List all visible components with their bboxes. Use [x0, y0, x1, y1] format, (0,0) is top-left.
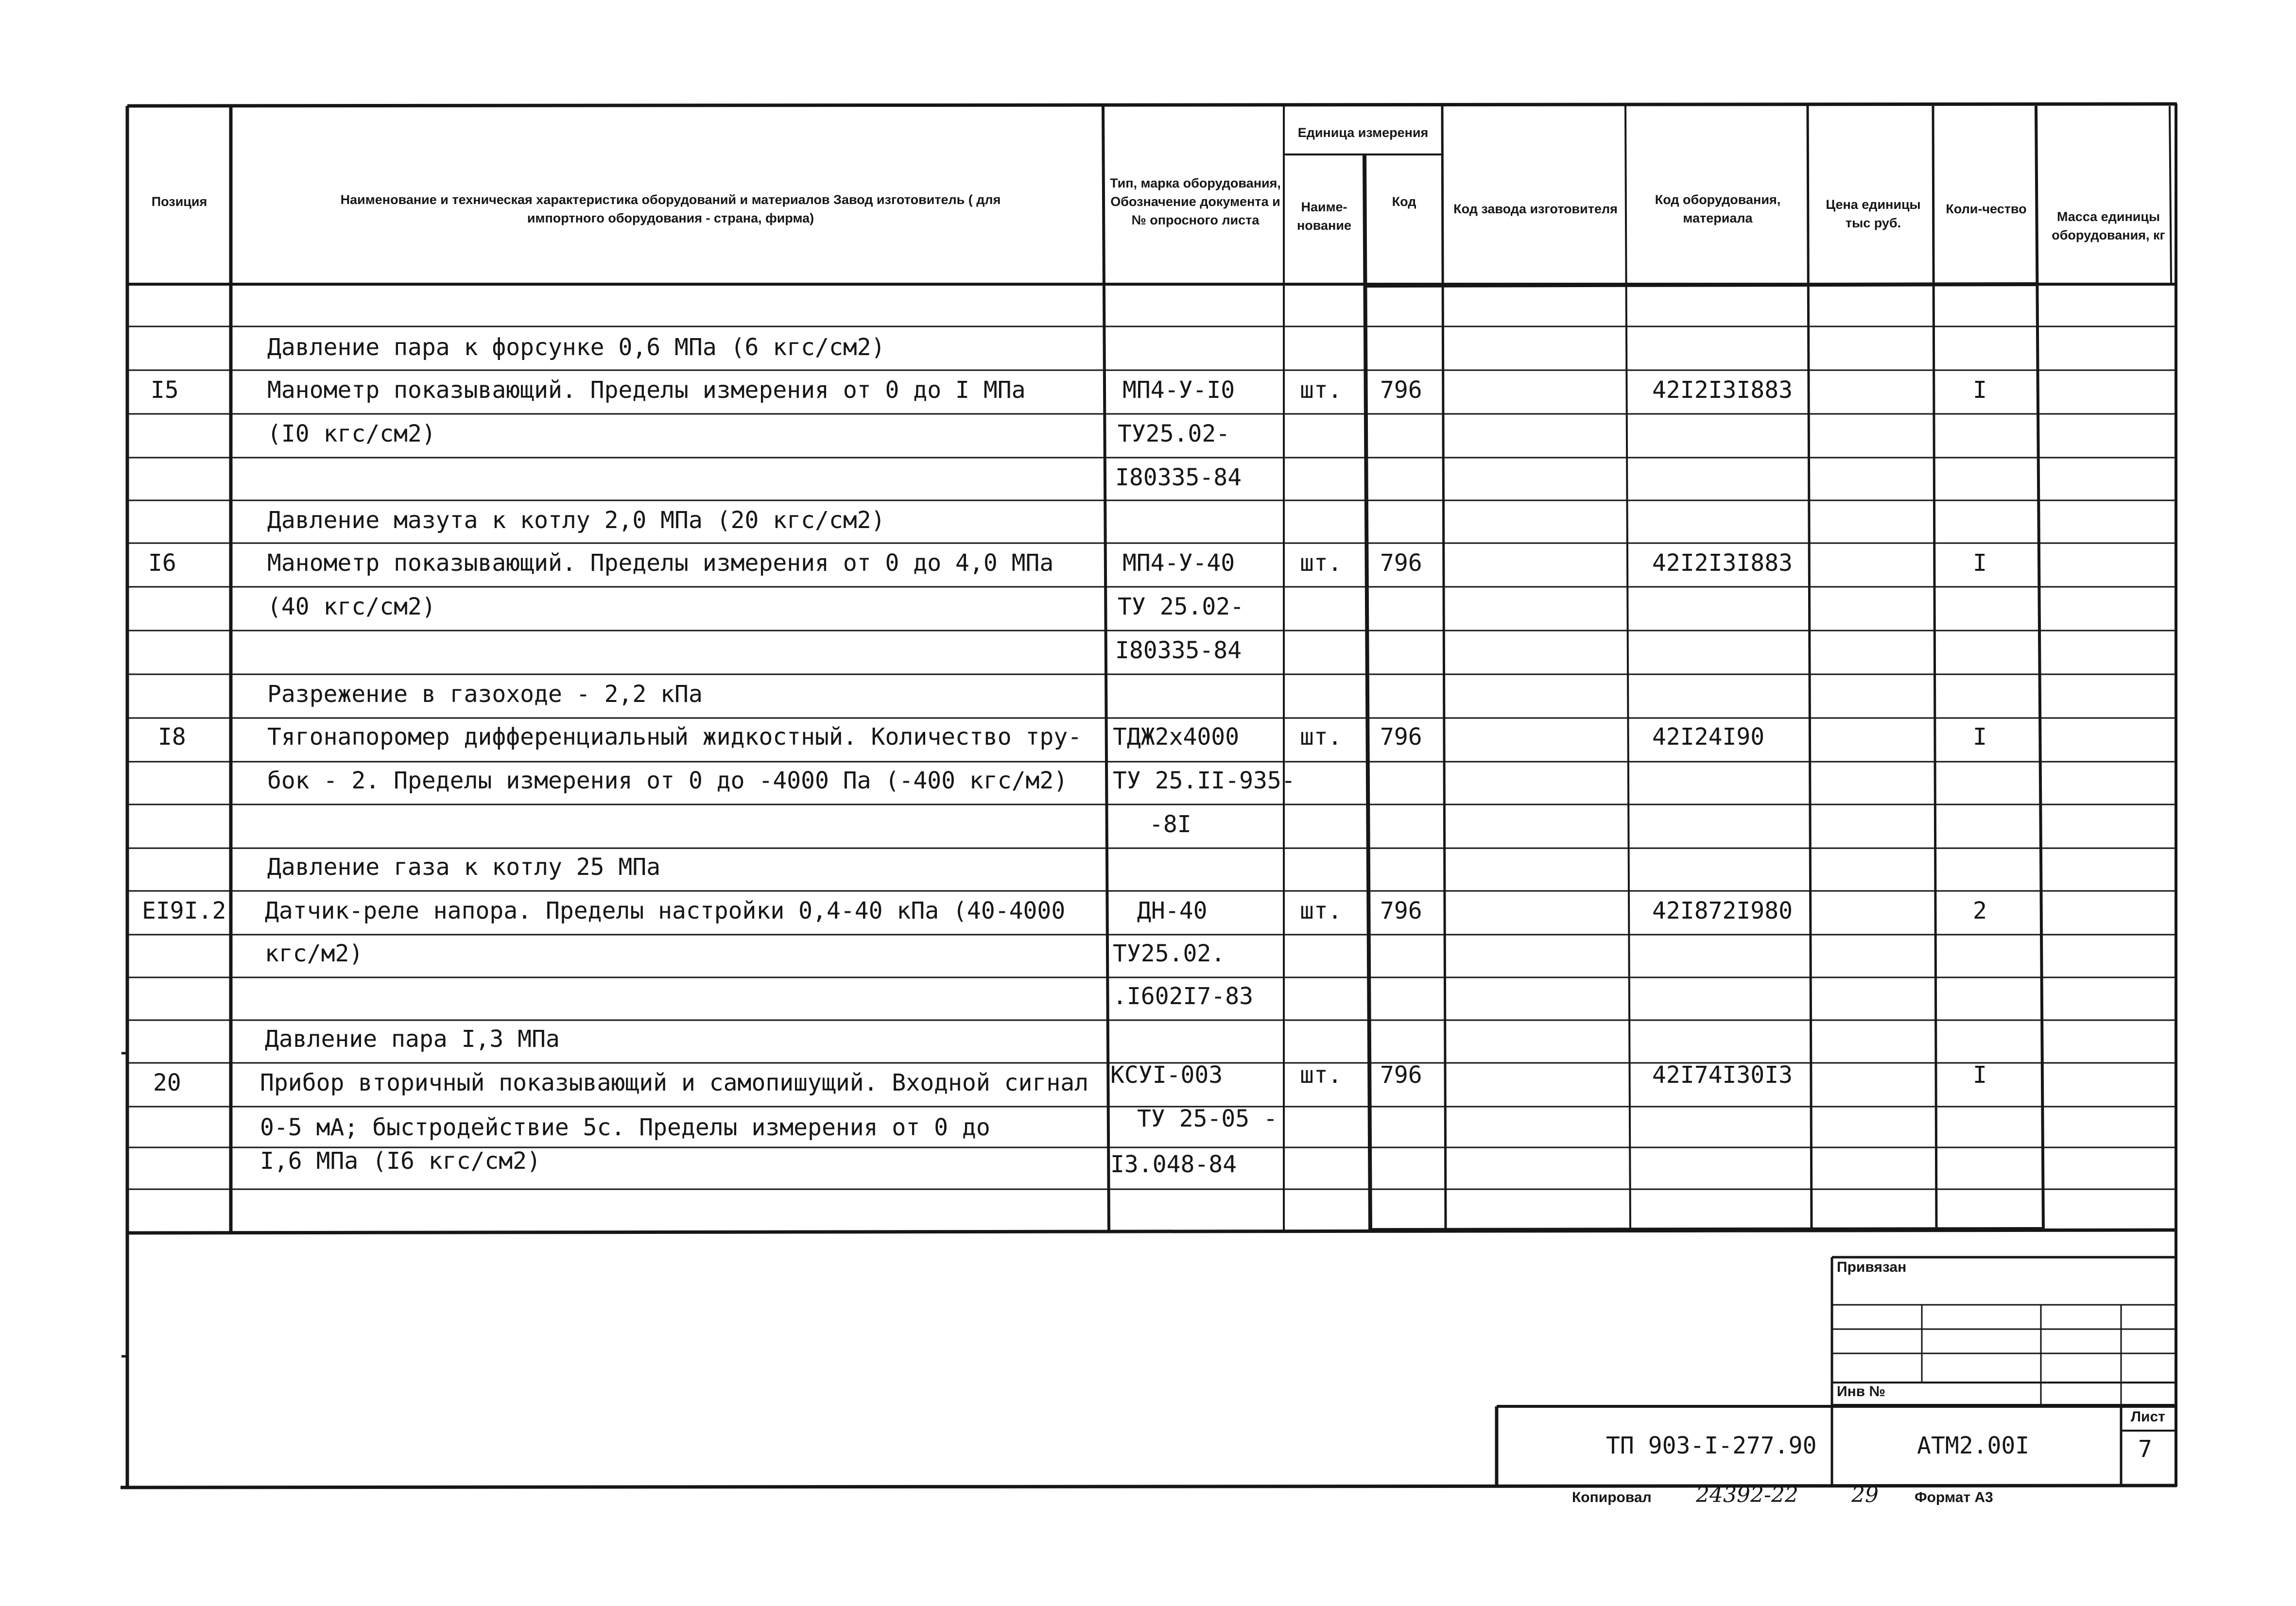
- row-6-type: МП4-У-40: [1122, 549, 1235, 577]
- header-type: Тип, марка оборудования, Обозначение документа и № опросного листа: [1110, 176, 1281, 227]
- row-2-eq-code: 42I2I3I883: [1652, 376, 1793, 404]
- row-18-name: Прибор вторичный показывающий и самопишущий. Входной сигнал: [260, 1069, 1089, 1096]
- row-3-name: (I0 кгс/см2): [267, 420, 436, 447]
- row-9-name: Разрежение в газоходе - 2,2 кПа: [267, 681, 703, 708]
- header-name: Наименование и техническая характеристика оборудований и материалов Завод изготовитель ( для импортного оборудования - страна, фирма): [340, 192, 1001, 225]
- row-14-qty: 2: [1973, 897, 1987, 924]
- row-14-type: ДН-40: [1137, 897, 1208, 924]
- row-6-unit-code: 796: [1380, 549, 1422, 577]
- row-20-type: I3.048-84: [1110, 1151, 1237, 1178]
- row-18-unit: шт.: [1300, 1061, 1342, 1089]
- footer-copied-sheet: 29: [1851, 1483, 1879, 1507]
- row-2-unit-code: 796: [1380, 376, 1422, 404]
- row-2-name: Манометр показывающий. Пределы измерения от 0 до I МПа: [267, 376, 1026, 404]
- row-16-type: .I602I7-83: [1113, 983, 1253, 1010]
- row-10-unit-code: 796: [1380, 723, 1422, 751]
- header-unit-name: Наиме-нование: [1297, 200, 1351, 233]
- header-unit-code: Код: [1392, 194, 1416, 209]
- row-6-pos: I6: [148, 549, 176, 577]
- row-4-type: I80335-84: [1115, 464, 1242, 491]
- row-6-qty: I: [1973, 549, 1987, 577]
- row-15-type: ТУ25.02.: [1113, 940, 1226, 967]
- row-19-type: ТУ 25-05 -: [1137, 1105, 1277, 1132]
- row-2-qty: I: [1973, 376, 1987, 404]
- row-6-eq-code: 42I2I3I883: [1652, 549, 1793, 577]
- row-10-unit: шт.: [1300, 723, 1342, 751]
- header-factory-code: Код завода изготовителя: [1453, 202, 1618, 216]
- row-17-name: Давление пара I,3 МПа: [265, 1025, 560, 1053]
- row-5-name: Давление мазута к котлу 2,0 МПа (20 кгс/см2): [267, 507, 885, 534]
- header-price: Цена единицы тыс руб.: [1826, 197, 1921, 230]
- row-18-eq-code: 42I74I30I3: [1652, 1061, 1793, 1089]
- row-15-name: кгс/м2): [265, 940, 363, 967]
- row-18-qty: I: [1973, 1061, 1987, 1089]
- row-18-type: КСУI-003: [1110, 1061, 1223, 1089]
- row-8-type: I80335-84: [1115, 637, 1242, 664]
- row-6-unit: шт.: [1300, 549, 1342, 577]
- row-13-name: Давление газа к котлу 25 МПа: [267, 854, 661, 881]
- row-10-qty: I: [1973, 723, 1987, 751]
- stamp-linked-label: Привязан: [1837, 1259, 1907, 1275]
- row-14-eq-code: 42I872I980: [1652, 897, 1793, 924]
- row-18-unit-code: 796: [1380, 1061, 1422, 1089]
- header-equipment-code: Код оборудования, материала: [1655, 192, 1781, 225]
- row-14-unit: шт.: [1300, 897, 1342, 924]
- row-7-name: (40 кгс/см2): [267, 593, 436, 620]
- row-14-pos: EI9I.2: [142, 897, 226, 924]
- row-3-type: ТУ25.02-: [1118, 420, 1230, 447]
- header-position: Позиция: [151, 194, 207, 209]
- row-14-name: Датчик-реле напора. Пределы настройки 0,4-40 кПа (40-4000: [265, 897, 1066, 924]
- row-10-name: Тягонапоромер дифференциальный жидкостный. Количество тру-: [267, 723, 1082, 751]
- stamp-doc-number: ТП 903-I-277.90: [1606, 1432, 1817, 1459]
- stamp-inv-label: Инв №: [1837, 1384, 1885, 1400]
- row-11-type: ТУ 25.II-935-: [1113, 767, 1295, 794]
- row-12-type: -8I: [1149, 811, 1191, 838]
- row-10-type: ТДЖ2х4000: [1113, 723, 1240, 751]
- stamp-sheet-label: Лист: [2131, 1409, 2165, 1425]
- footer-copied-number: 24392-22: [1696, 1483, 1798, 1507]
- row-7-type: ТУ 25.02-: [1118, 593, 1244, 620]
- header-quantity: Коли-чество: [1946, 202, 2027, 216]
- footer-copied-label: Копировал: [1572, 1489, 1652, 1505]
- stamp-sheet-number: 7: [2138, 1435, 2152, 1463]
- stamp-doc-code: АТМ2.00I: [1917, 1432, 2030, 1459]
- header-mass: Масса единицы оборудования, кг: [2052, 209, 2165, 242]
- row-2-unit: шт.: [1300, 376, 1342, 404]
- row-2-pos: I5: [151, 376, 179, 404]
- header-unit-group: Единица измерения: [1297, 125, 1429, 140]
- row-11-name: бок - 2. Пределы измерения от 0 до -4000 Па (-400 кгс/м2): [267, 767, 1068, 794]
- row-10-eq-code: 42I24I90: [1652, 723, 1765, 751]
- footer-format-label: Формат А3: [1915, 1489, 1993, 1505]
- row-6-name: Манометр показывающий. Пределы измерения от 0 до 4,0 МПа: [267, 549, 1054, 577]
- row-14-unit-code: 796: [1380, 897, 1422, 924]
- row-2-type: МП4-У-I0: [1122, 376, 1235, 404]
- row-18-pos: 20: [153, 1069, 181, 1096]
- row-19-name: 0-5 мА; быстродействие 5с. Пределы измерения от 0 до: [260, 1114, 990, 1141]
- row-20-name: I,6 МПа (I6 кгс/см2): [260, 1147, 541, 1175]
- row-10-pos: I8: [158, 723, 186, 751]
- row-1-name: Давление пара к форсунке 0,6 МПа (6 кгс/см2): [267, 334, 885, 361]
